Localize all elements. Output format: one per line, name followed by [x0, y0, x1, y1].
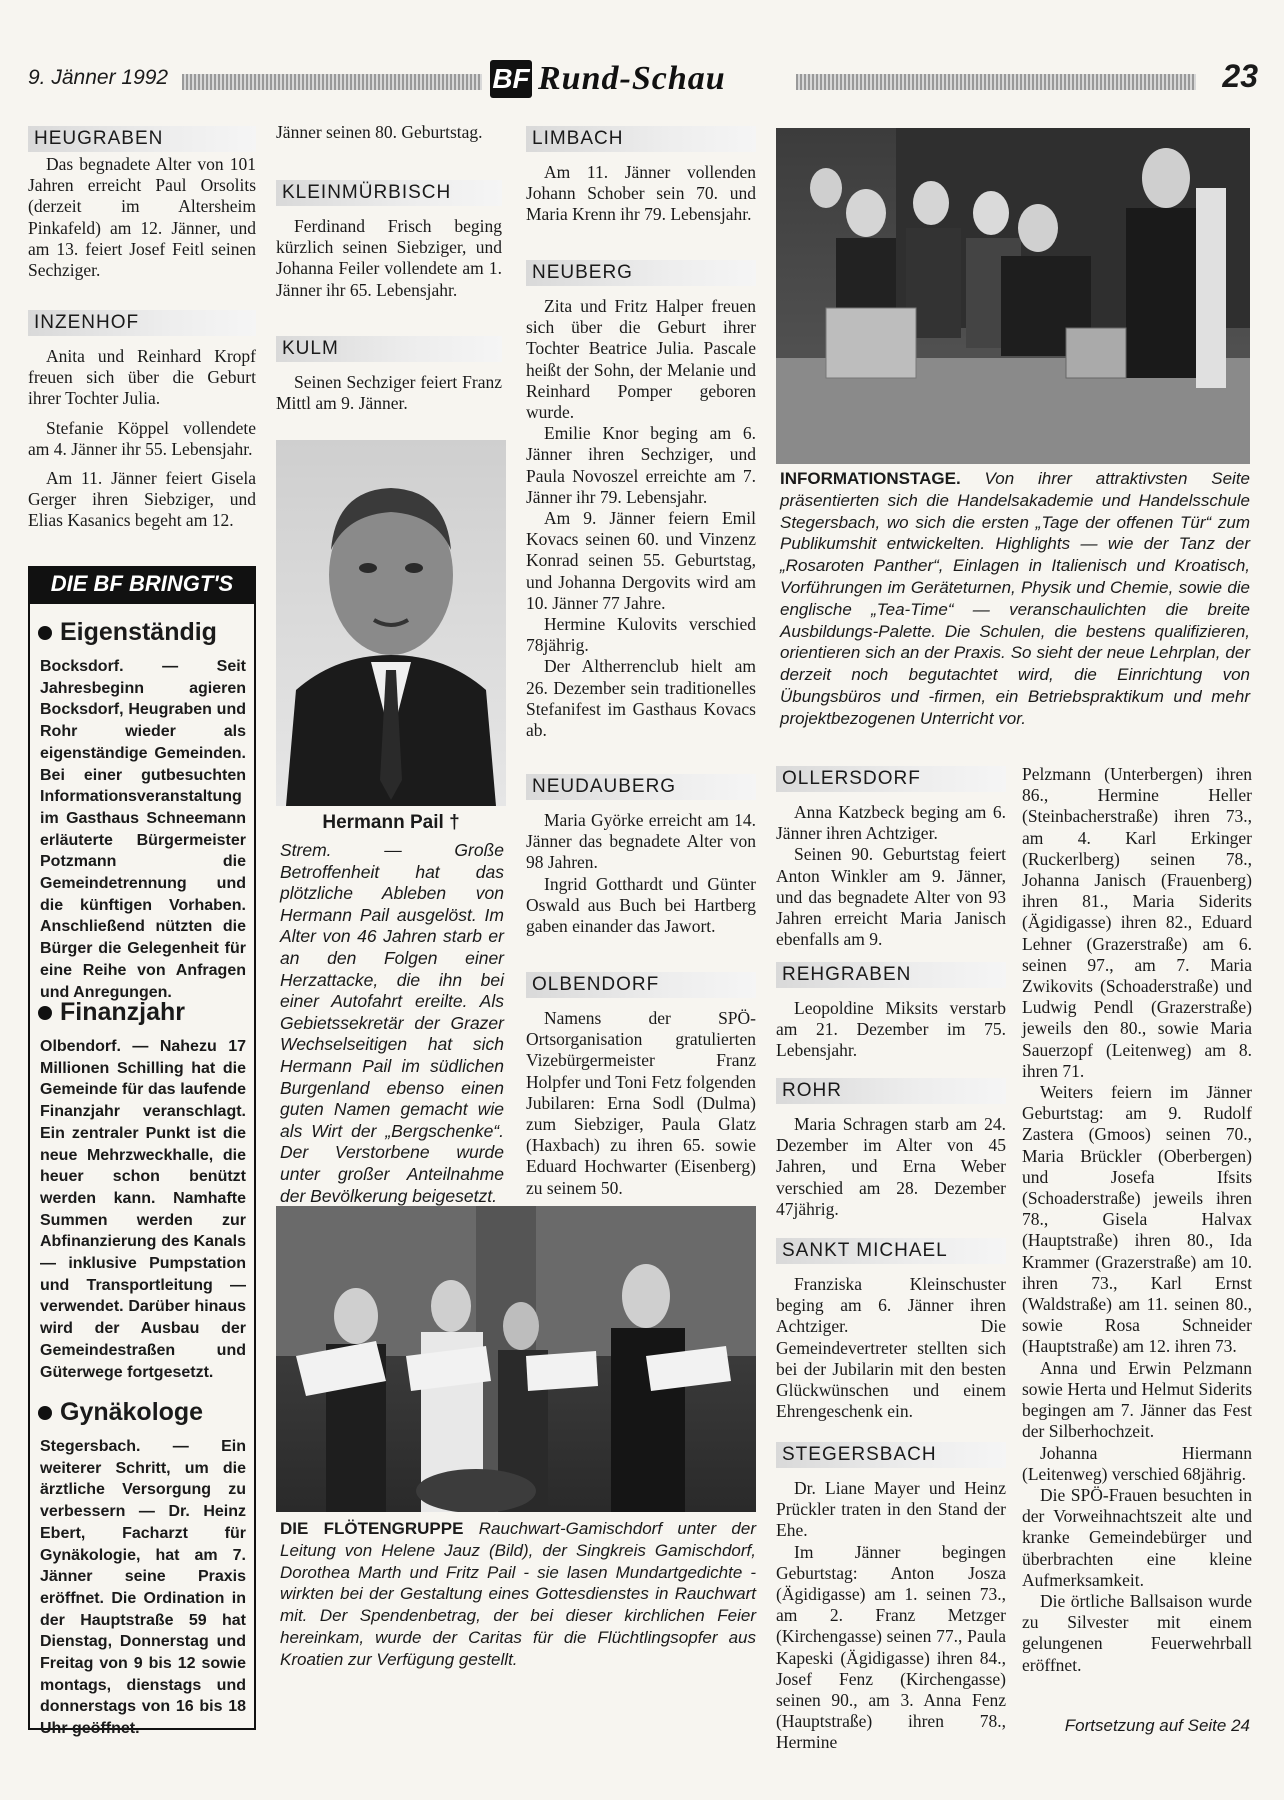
- continued-note: Fortsetzung auf Seite 24: [1064, 1716, 1250, 1735]
- article-olbendorf: Namens der SPÖ-Ortsorganisation gratulierten Vizebürgermeister Franz Holpfer und Toni Fetz folgenden Jubilaren: Erna Sodl (Dulma) zum Siebziger, Paula Glatz (Haxbach) zu ihren 65. sowie Eduard Hochwarter (Eisenberg) zu seinem 50.: [526, 1008, 756, 1198]
- article-stegersbach-continued: Pelzmann (Unterbergen) ihren 86., Hermine Heller (Steinbacherstraße) ihren 73., am 4. Karl Erkinger (Ruckerlberg) seinen 78., Johanna Janisch (Frauenberg) ihren 81., Maria Siderits (Ägidigasse) ihren 82., Eduard Lehner (Grazerstraße) am 6. seinen 97., am 7. Maria Zwikovits (Schoaderstraße) und Ludwig Pendl (Grazerstraße) jeweils den 80., sowie Maria Sauerzopf (Leitenweg) am 8. ihren 71. Weiters feiern im Jänner Geburtstag: am 9. Rudolf Zastera (Gmoos) seinen 70., Maria Brückler (Oberbergen) und Josefa Ifsits (Schoaderstraße) jeweils ihren 78., Gisela Halvax (Hauptstraße) ihren 80., Ida Krammer (Grazerstraße) am 10. ihren 73., Karl Ernst (Waldstraße) am 11. seinen 80., sowie Rosa Schneider (Hauptstraße) am 12. ihren 73. Anna und Erwin Pelzmann sowie Herta und Helmut Siderits begingen am 7. Jänner das Fest der Silberhochzeit. Johanna Hiermann (Leitenweg) verschied 68jährig. Die SPÖ-Frauen besuchten in der Vorweihnachtszeit alte und kranke Gemeindebürger und überbrachten eine kleine Aufmerksamkeit. Die örtliche Ballsaison wurde zu Silvester mit einem gelungenen Feuerwehrball eröffnet.: [1022, 764, 1252, 1675]
- article-sanktmichael: Franziska Kleinschuster beging am 6. Jänner ihren Achtziger. Die Gemeindevertreter stellten sich bei der Jubilarin mit den besten Glückwünschen und einem Ehrengeschenk ein.: [776, 1274, 1006, 1422]
- bringt-text-eigen: Bocksdorf. — Seit Jahresbeginn agieren Bocksdorf, Heugraben und Rohr wieder als eigenständige Gemeinden. Bei einer gutbesuchten Informationsveranstaltung im Gasthaus Schneemann erläuterte Bürgermeister Potzmann die Gemeindetrennung und die künftigen Vorhaben. Anschließend nützten die Bürger die Gelegenheit für eine Reihe von Anfragen und Anregungen.: [40, 658, 246, 1001]
- article-ollersdorf: Anna Katzbeck beging am 6. Jänner ihren Achtziger. Seinen 90. Geburtstag feiert Anton Winkler am 9. Jänner, und das begnadete Alter von 93 Jahren erreicht Maria Janisch ebenfalls am 9.: [776, 802, 1006, 950]
- heading-limbach: LIMBACH: [526, 126, 756, 152]
- heading-olbendorf: OLBENDORF: [526, 972, 756, 998]
- obituary-text: Strem. — Große Betroffenheit hat das plötzliche Ableben von Hermann Pail ausgelöst. Im Alter von 46 Jahren starb er an den Folgen einer Herzattacke, die ihn bei einer Autofahrt ereilte. Als Gebietssekretär der Grazer Wechselseitigen hat sich Hermann Pail im südlichen Burgenland ebenso einen guten Namen gemacht wie als Wirt der „Bergschenke“. Der Verstorbene wurde unter großer Anteilnahme der Bevölkerung beigesetzt.: [280, 840, 504, 1206]
- portrait-photo: [276, 440, 506, 806]
- text-inzenhof-3: Am 11. Jänner feiert Gisela Gerger ihren Siebziger, und Elias Kasanics begeht am 12.: [28, 468, 256, 531]
- info-caption: INFORMATIONSTAGE. Von ihrer attraktivsten Seite präsentierten sich die Handelsakademie und Handelsschule Stegersbach, wo sich die ersten „Tage der offenen Tür“ zum Publikumshit entwickelten. Highlights — wie der Tanz der „Rosaroten Panther“, Einlagen in Italienisch und Kroatisch, Vorführungen im Geräteturnen, Physik und Chemie, sowie die englische „Tea-Time“ — veranschaulichten die breite Ausbildungs-Palette. Die Schulen, die bestens qualifizieren, orientieren sich an der Praxis. So sieht der neue Lehrplan, der derzeit noch begutachtet wird, die Einrichtung von Übungsbüros und -firmen, ein Betriebspraktikum und mehr projektbezogenen Unterricht vor.: [780, 469, 1250, 728]
- article-limbach: Am 11. Jänner vollenden Johann Schober sein 70. und Maria Krenn ihr 79. Lebensjahr.: [526, 162, 756, 225]
- article-rehgraben: Leopoldine Miksits verstarb am 21. Dezember im 75. Lebensjahr.: [776, 998, 1006, 1061]
- article-inzenhof: [28, 346, 256, 532]
- bringt-title-eigen: Eigenständig: [38, 618, 217, 647]
- article-neuberg: Zita und Fritz Halper freuen sich über die Geburt ihrer Tochter Beatrice Julia. Pascale heißt der Sohn, der Melanie und Reinhard Pomper geboren wurde. Emilie Knor beging am 6. Jänner ihren Sechziger, und Paula Novoszel erreichte am 7. Jänner ihr 79. Lebensjahr. Am 9. Jänner feiern Emil Kovacs seinen 60. und Vinzenz Konrad seinen 55. Geburtstag, und Johanna Dergovits wird am 10. Jänner 77 Jahre. Hermine Kulovits verschied 78jährig. Der Altherrenclub hielt am 26. Dezember sein traditionelles Stefanifest im Gasthaus Kovacs ab.: [526, 296, 756, 741]
- bullet-icon: [38, 1006, 52, 1020]
- article-rohr: Maria Schragen starb am 24. Dezember im Alter von 45 Jahren, und Erna Weber verschied am 28. Dezember 47jährig.: [776, 1114, 1006, 1219]
- flute-caption: DIE FLÖTENGRUPPE Rauchwart-Gamischdorf unter der Leitung von Helene Jauz (Bild), der Singkreis Gamischdorf, Dorothea Marth und Fritz Pail - sie lasen Mundartgedichte - wirkten bei der Gestaltung eines Gottesdienstes in Rauchwart mit. Der Spendenbetrag, der bei dieser kirchlichen Feier hereinkam, wurde der Caritas für die Flüchtlingsopfer aus Kroatien zur Verfügung gestellt.: [280, 1519, 756, 1669]
- heading-neudauberg: NEUDAUBERG: [526, 774, 756, 800]
- bringt-heading: DIE BF BRINGT'S: [28, 566, 256, 602]
- heading-neuberg: NEUBERG: [526, 260, 756, 286]
- flute-group-illustration: [276, 1206, 756, 1512]
- article-kulm: Seinen Sechziger feiert Franz Mittl am 9. Jänner.: [276, 372, 502, 414]
- text-heugraben: Das begnadete Alter von 101 Jahren erreicht Paul Orsolits (derzeit im Altersheim Pinkafeld) am 12. Jänner, und am 13. feiert Josef Feitl seinen Sechziger.: [28, 154, 256, 281]
- heading-kleinmuerbisch: KLEINMÜRBISCH: [276, 180, 502, 206]
- text-inzenhof-2: Stefanie Köppel vollendete am 4. Jänner ihr 55. Lebensjahr.: [28, 417, 256, 459]
- bringt-text-gyn: Stegersbach. — Ein weiterer Schritt, um die ärztliche Versorgung zu verbessern — Dr. Heinz Ebert, Facharzt für Gynäkologie, hat am 7. Jänner seine Praxis eröffnet. Die Ordination in der Hauptstraße 59 hat Dienstag, Donnerstag und Freitag von 9 bis 12 sowie montags, dienstags und donnerstags von 16 bis 18 Uhr geöffnet.: [40, 1438, 246, 1738]
- heading-sanktmichael: SANKT MICHAEL: [776, 1238, 1006, 1264]
- heading-heugraben: HEUGRABEN: [28, 126, 256, 152]
- bringt-title-gyn: Gynäkologe: [38, 1398, 203, 1427]
- header-rule-right: [796, 74, 1196, 90]
- bullet-icon: [38, 1406, 52, 1420]
- bringt-title-finanz: Finanzjahr: [38, 998, 185, 1027]
- school-photo: [776, 128, 1250, 464]
- issue-date: 9. Jänner 1992: [28, 66, 169, 89]
- text-continued-col2: Jänner seinen 80. Geburtstag.: [276, 122, 483, 142]
- heading-inzenhof: INZENHOF: [28, 310, 256, 336]
- portrait-illustration: [276, 440, 506, 806]
- heading-ollersdorf: OLLERSDORF: [776, 766, 1006, 792]
- bullet-icon: [38, 626, 52, 640]
- logo-name: Rund-Schau: [538, 60, 726, 97]
- heading-rohr: ROHR: [776, 1078, 1006, 1104]
- header-rule-left: [182, 74, 482, 90]
- masthead-logo: [490, 60, 790, 100]
- logo-bf: BF: [490, 60, 532, 98]
- heading-kulm: KULM: [276, 336, 502, 362]
- article-kleinmuerbisch: Ferdinand Frisch beging kürzlich seinen Siebziger, und Johanna Feiler vollendete am 1. Jänner ihr 65. Lebensjahr.: [276, 216, 502, 300]
- bringt-text-finanz: Olbendorf. — Nahezu 17 Millionen Schilling hat die Gemeinde für das laufende Finanzjahr veranschlagt. Ein zentraler Punkt ist die neue Mehrzweckhalle, die heuer schon benützt werden kann. Namhafte Summen werden zur Abfinanzierung des Kanals — inklusive Pumpstation und Transportleitung — verwendet. Darüber hinaus wird der Ausbau der Gemeindestraßen und Güterwege fortgesetzt.: [40, 1038, 246, 1381]
- page-number: 23: [1222, 58, 1258, 94]
- heading-stegersbach: STEGERSBACH: [776, 1442, 1006, 1468]
- flute-group-photo: [276, 1206, 756, 1512]
- article-heugraben: [28, 154, 256, 281]
- heading-rehgraben: REHGRABEN: [776, 962, 1006, 988]
- article-stegersbach: Dr. Liane Mayer und Heinz Prückler traten in den Stand der Ehe. Im Jänner begingen Geburtstag: Anton Josza (Ägidigasse) am 1. seinen 73., am 2. Franz Metzger (Kirchengasse) seinen 77., Paula Kapeski (Ägidigasse) ihren 84., Josef Fenz (Kirchengasse) seinen 90., am 3. Anna Fenz (Hauptstraße) ihren 78., Hermine: [776, 1478, 1006, 1753]
- text-inzenhof-1: Anita und Reinhard Kropf freuen sich über die Geburt ihrer Tochter Julia.: [28, 346, 256, 409]
- school-illustration: [776, 128, 1250, 464]
- obituary-title: Hermann Pail †: [322, 812, 460, 833]
- article-neudauberg: Maria Györke erreicht am 14. Jänner das begnadete Alter von 98 Jahren. Ingrid Gotthardt und Günter Oswald aus Buch bei Hartberg gaben einander das Jawort.: [526, 810, 756, 937]
